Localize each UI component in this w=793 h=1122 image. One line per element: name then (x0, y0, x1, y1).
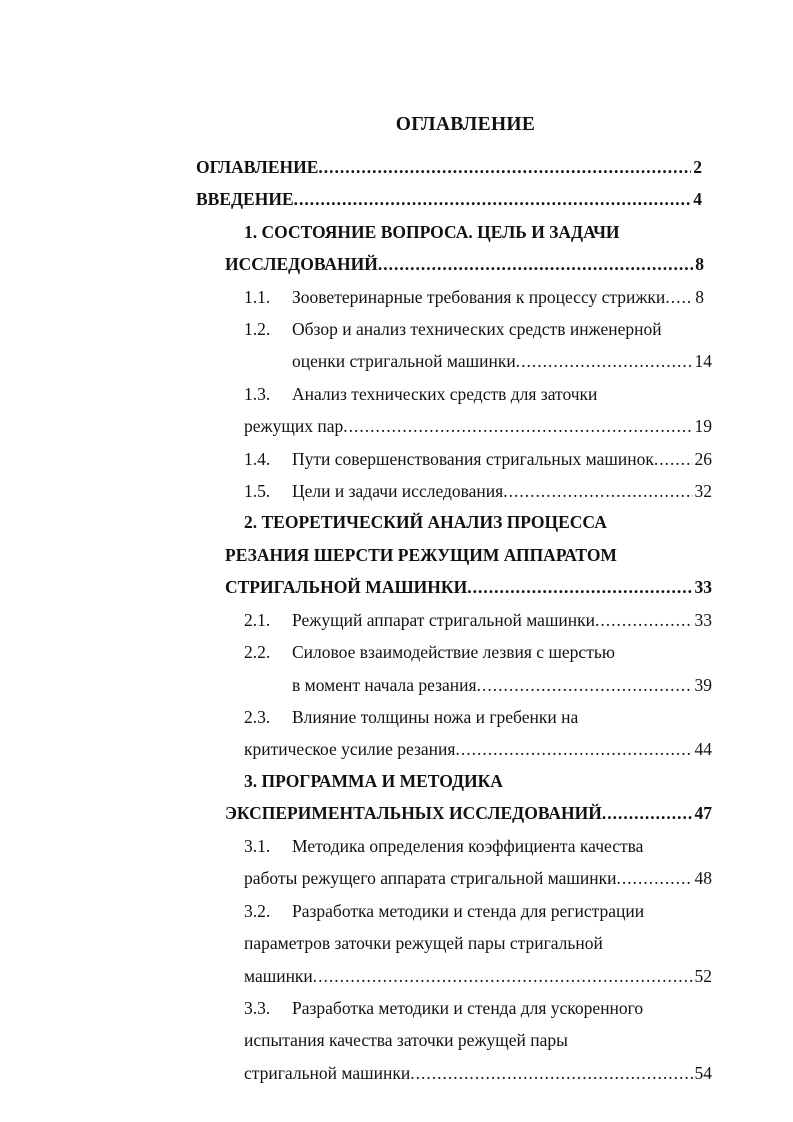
toc-entry-text: критическое усилие резания (244, 739, 456, 759)
toc-entry-text: Влияние толщины ножа и гребенки на (292, 707, 579, 727)
toc-section-number: 3.1. (244, 836, 271, 856)
toc-entry-text: Анализ технических средств для заточки (292, 384, 598, 404)
leader-dots (467, 571, 692, 603)
toc-entry-text: режущих пар (244, 416, 344, 436)
toc-section-3-3-continued[interactable] (244, 1024, 704, 1056)
toc-entry-text: работы режущего аппарата стригальной машинки (244, 868, 617, 888)
leader-dots (318, 151, 691, 183)
toc-entry-text: ИССЛЕДОВАНИЙ (225, 254, 378, 274)
toc-chapter-3-title[interactable] (244, 765, 704, 797)
leader-dots (477, 669, 693, 701)
toc-entry-text: испытания качества заточки режущей пары (244, 1030, 568, 1050)
leader-dots (378, 248, 693, 280)
toc-page-number: 4 (693, 189, 702, 209)
leader-dots (503, 475, 692, 507)
toc-chapter-2-continued[interactable] (225, 539, 704, 571)
toc-chapter-1-continued[interactable] (225, 248, 704, 280)
toc-section-3-2[interactable] (244, 895, 704, 927)
toc-entry-text: параметров заточки режущей пары стригальной (244, 933, 603, 953)
toc-entry-contents[interactable] (196, 151, 702, 183)
leader-dots (294, 183, 692, 215)
toc-section-3-3-continued-2[interactable] (244, 1057, 712, 1089)
toc-chapter-3-continued[interactable] (225, 797, 712, 829)
toc-section-3-3[interactable] (244, 992, 704, 1024)
toc-section-number: 2.2. (244, 642, 271, 662)
toc-page-number: 8 (695, 254, 704, 274)
toc-section-number: 1.1. (244, 287, 271, 307)
toc-entry-text: ОГЛАВЛЕНИЕ (196, 157, 319, 177)
toc-entry-text: 1. СОСТОЯНИЕ ВОПРОСА. ЦЕЛЬ И ЗАДАЧИ (244, 222, 620, 242)
toc-section-1-3[interactable] (244, 378, 704, 410)
toc-section-1-5[interactable] (244, 475, 712, 507)
toc-entry-text: 3. ПРОГРАММА И МЕТОДИКА (244, 771, 503, 791)
page-title: ОГЛАВЛЕНИЕ (395, 114, 536, 135)
toc-section-number: 2.3. (244, 707, 271, 727)
toc-section-number: 3.2. (244, 901, 271, 921)
leader-dots (617, 862, 693, 894)
toc-section-3-1-continued[interactable] (244, 862, 712, 894)
toc-entry-text: Разработка методики и стенда для регистрации (292, 901, 645, 921)
toc-section-3-1[interactable] (244, 830, 704, 862)
toc-entry-text: ЭКСПЕРИМЕНТАЛЬНЫХ ИССЛЕДОВАНИЙ (225, 803, 602, 823)
toc-section-number: 1.3. (244, 384, 271, 404)
toc-section-2-2[interactable] (244, 636, 704, 668)
toc-entry-text: Зооветеринарные требования к процессу стрижки (292, 287, 666, 307)
leader-dots (516, 345, 693, 377)
toc-page-number: 33 (694, 610, 712, 630)
leader-dots (654, 443, 693, 475)
toc-section-3-2-continued-2[interactable] (244, 960, 712, 992)
toc-page-number: 26 (694, 449, 712, 469)
toc-entry-text: в момент начала резания (292, 675, 477, 695)
toc-section-number: 1.5. (244, 481, 271, 501)
toc-chapter-2-continued-2[interactable] (225, 571, 712, 603)
toc-entry-text: ВВЕДЕНИЕ (196, 189, 294, 209)
toc-section-1-3-continued[interactable] (244, 410, 712, 442)
toc-entry-text: Разработка методики и стенда для ускоренного (292, 998, 644, 1018)
toc-section-number: 1.2. (244, 319, 271, 339)
toc-section-1-2-continued[interactable] (292, 345, 712, 377)
toc-section-2-3[interactable] (244, 701, 704, 733)
toc-entry-text: Пути совершенствования стригальных машинок (292, 449, 654, 469)
leader-dots (602, 797, 693, 829)
leader-dots (455, 733, 692, 765)
toc-page-number: 47 (694, 803, 712, 823)
toc-entry-text: РЕЗАНИЯ ШЕРСТИ РЕЖУЩИМ АППАРАТОМ (225, 545, 617, 565)
leader-dots (343, 410, 692, 442)
toc-page-number: 2 (693, 157, 702, 177)
leader-dots (313, 960, 693, 992)
toc-section-1-2[interactable] (244, 313, 704, 345)
toc-page-number: 32 (694, 481, 712, 501)
toc-entry-text: машинки (244, 966, 313, 986)
toc-entry-text: оценки стригальной машинки (292, 351, 516, 371)
toc-page-number: 48 (694, 868, 712, 888)
toc-entry-text: Методика определения коэффициента качества (292, 836, 644, 856)
toc-page-number: 19 (694, 416, 712, 436)
toc-page-number: 39 (694, 675, 712, 695)
toc-entry-text: стригальной машинки (244, 1063, 411, 1083)
toc-entry-text: Режущий аппарат стригальной машинки (292, 610, 596, 630)
toc-section-2-1[interactable] (244, 604, 712, 636)
leader-dots (410, 1057, 692, 1089)
leader-dots (595, 604, 692, 636)
toc-entry-text: Силовое взаимодействие лезвия с шерстью (292, 642, 615, 662)
toc-chapter-1-title[interactable] (244, 216, 704, 248)
toc-chapter-2-title[interactable] (244, 506, 704, 538)
toc-section-2-2-continued[interactable] (292, 669, 712, 701)
toc-section-number: 1.4. (244, 449, 271, 469)
leader-dots (665, 281, 693, 313)
toc-entry-text: 2. ТЕОРЕТИЧЕСКИЙ АНАЛИЗ ПРОЦЕССА (244, 512, 607, 532)
toc-page-number: 33 (694, 577, 712, 597)
toc-page-number: 8 (695, 287, 704, 307)
toc-entry-text: Цели и задачи исследования (292, 481, 504, 501)
toc-page-number: 52 (694, 966, 712, 986)
toc-entry-introduction[interactable] (196, 183, 702, 215)
toc-section-3-2-continued[interactable] (244, 927, 704, 959)
toc-entry-text: СТРИГАЛЬНОЙ МАШИНКИ (225, 577, 468, 597)
toc-section-number: 2.1. (244, 610, 271, 630)
toc-page-number: 44 (694, 739, 712, 759)
toc-section-1-1[interactable] (244, 281, 704, 313)
toc-page-number: 14 (694, 351, 712, 371)
toc-section-2-3-continued[interactable] (244, 733, 712, 765)
toc-entry-text: Обзор и анализ технических средств инженерной (292, 319, 662, 339)
toc-page-number: 54 (694, 1063, 712, 1083)
toc-section-1-4[interactable] (244, 443, 712, 475)
toc-section-number: 3.3. (244, 998, 271, 1018)
